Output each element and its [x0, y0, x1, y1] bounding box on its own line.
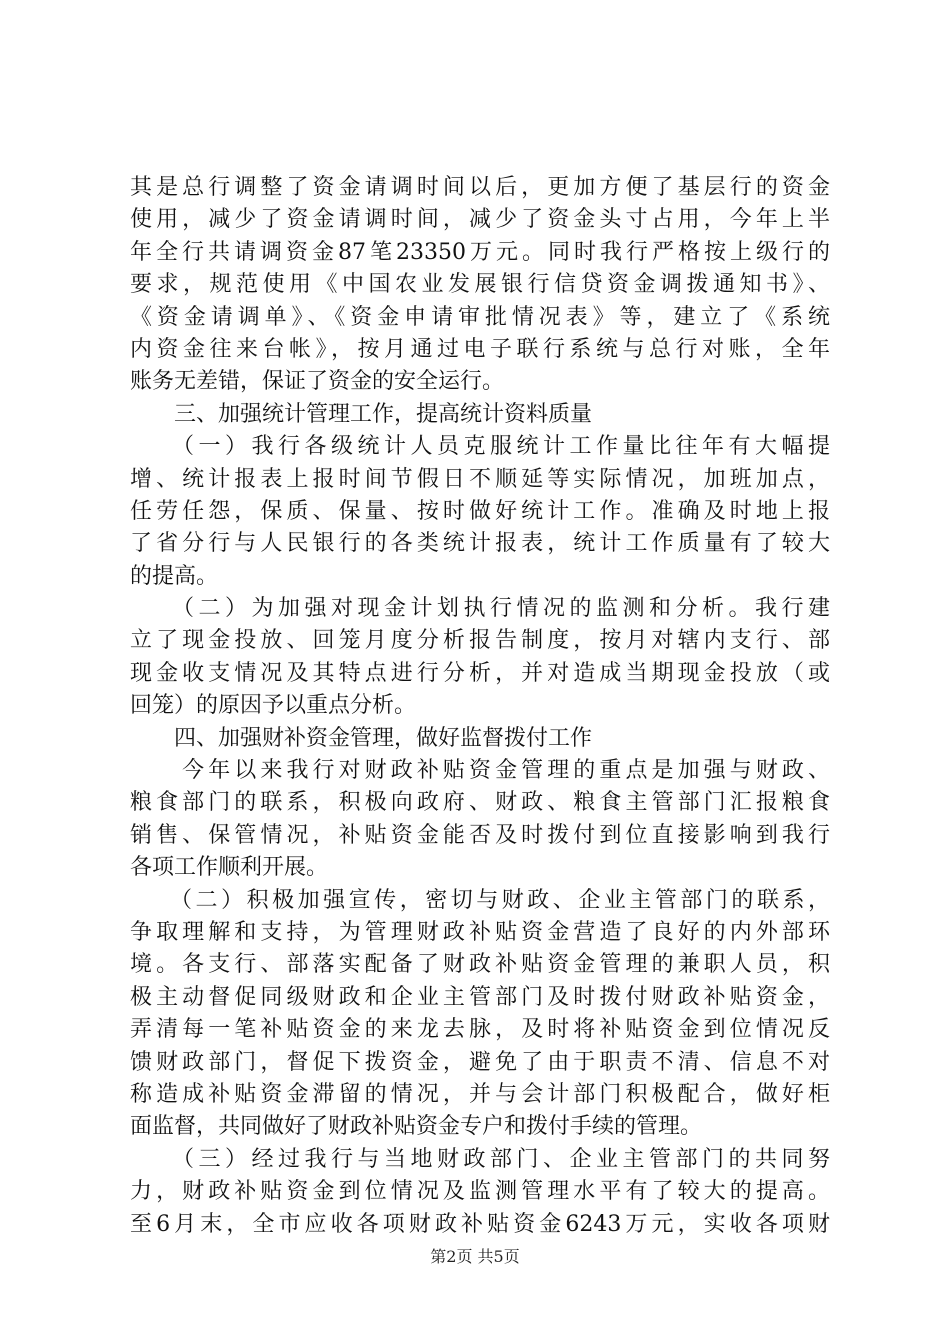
text-line: 境。各支行、部落实配备了财政补贴资金管理的兼职人员，积	[130, 952, 830, 978]
text-line: 各项工作顺利开展。	[130, 855, 329, 881]
text-line: （一）我行各级统计人员克服统计工作量比往年有大幅提	[130, 434, 830, 460]
text-line: 回笼）的原因予以重点分析。	[130, 693, 417, 719]
text-line: 增、统计报表上报时间节假日不顺延等实际情况，加班加点，	[130, 466, 830, 492]
section-heading: 四、加强财补资金管理，做好监督拨付工作	[130, 725, 593, 751]
text-line: 销售、保管情况，补贴资金能否及时拨付到位直接影响到我行	[130, 822, 830, 848]
text-line: 了省分行与人民银行的各类统计报表，统计工作质量有了较大	[130, 531, 830, 557]
text-line: 其是总行调整了资金请调时间以后，更加方便了基层行的资金	[130, 175, 830, 200]
text-line: 今年以来我行对财政补贴资金管理的重点是加强与财政、	[130, 758, 830, 784]
text-line: 立了现金投放、回笼月度分析报告制度，按月对辖内支行、部	[130, 628, 830, 654]
text-line: 任劳任怨，保质、保量、按时做好统计工作。准确及时地上报	[130, 498, 830, 524]
text-line: 要求，规范使用《中国农业发展银行信贷资金调拨通知书》、	[130, 272, 830, 298]
text-line: 极主动督促同级财政和企业主管部门及时拨付财政补贴资金，	[130, 984, 830, 1010]
section-heading: 三、加强统计管理工作，提高统计资料质量	[130, 401, 593, 427]
text-line: 力，财政补贴资金到位情况及监测管理水平有了较大的提高。	[130, 1179, 830, 1205]
text-line: 内资金往来台帐》，按月通过电子联行系统与总行对账，全年	[130, 336, 830, 362]
text-line: 争取理解和支持，为管理财政补贴资金营造了良好的内外部环	[130, 919, 830, 945]
text-line: 弄清每一笔补贴资金的来龙去脉，及时将补贴资金到位情况反	[130, 1017, 830, 1043]
text-line: （三）经过我行与当地财政部门、企业主管部门的共同努	[130, 1146, 830, 1172]
text-line: 的提高。	[130, 563, 219, 589]
text-line: （二）积极加强宣传，密切与财政、企业主管部门的联系，	[130, 887, 830, 913]
text-line: 《资金请调单》、《资金申请审批情况表》等，建立了《系统	[130, 304, 830, 330]
text-line: 面监督，共同做好了财政补贴资金专户和拨付手续的管理。	[130, 1114, 703, 1140]
body-text	[130, 172, 830, 1241]
text-line: （二）为加强对现金计划执行情况的监测和分析。我行建	[130, 596, 830, 622]
text-line: 粮食部门的联系，积极向政府、财政、粮食主管部门汇报粮食	[130, 790, 830, 816]
text-line: 至6月末，全市应收各项财政补贴资金6243万元，实收各项财	[130, 1211, 830, 1237]
text-line: 使用，减少了资金请调时间，减少了资金头寸占用，今年上半	[130, 207, 830, 233]
text-line: 账务无差错，保证了资金的安全运行。	[130, 369, 505, 395]
text-line: 年全行共请调资金87笔23350万元。同时我行严格按上级行的	[130, 239, 830, 265]
page-number-label: 第2页 共5页	[430, 1247, 520, 1266]
text-line: 称造成补贴资金滞留的情况，并与会计部门积极配合，做好柜	[130, 1081, 830, 1107]
page-footer	[0, 1244, 950, 1267]
text-line: 现金收支情况及其特点进行分析，并对造成当期现金投放（或	[130, 660, 830, 686]
text-line: 馈财政部门，督促下拨资金，避免了由于职责不清、信息不对	[130, 1049, 830, 1075]
